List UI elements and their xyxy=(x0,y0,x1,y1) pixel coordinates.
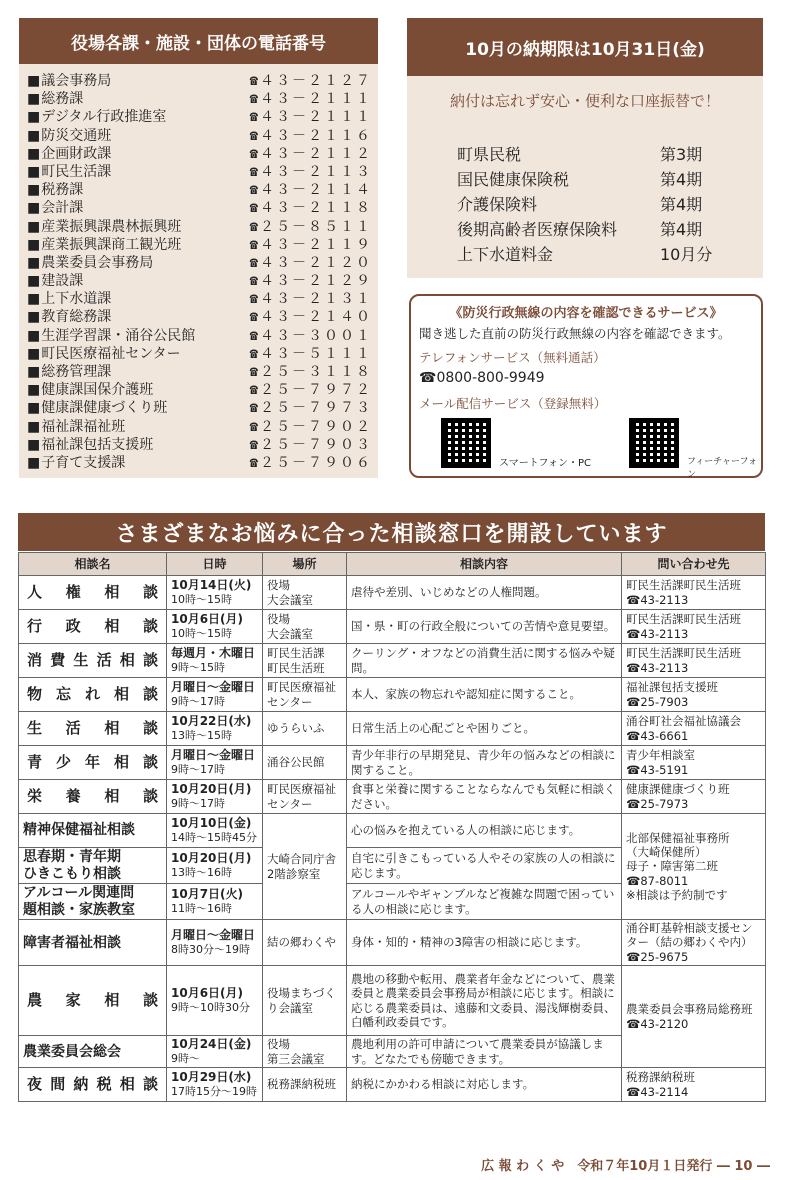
contact-name: 涌谷町基幹相談支援センター（結の郷わくや内） xyxy=(626,921,753,950)
consultation-time: 9時～17時 xyxy=(171,763,225,777)
consultation-row xyxy=(19,644,766,678)
phone-row xyxy=(27,127,372,145)
header-contact: 問い合わせ先 xyxy=(622,553,766,576)
consultation-date: 月曜日～金曜日 xyxy=(171,748,256,763)
contact-phone[interactable]: ☎ 43-2120 xyxy=(626,1017,761,1031)
consultation-title: さまざまなお悩みに合った相談窓口を開設しています xyxy=(18,513,765,551)
phone-row xyxy=(27,290,372,308)
contact-phone[interactable]: ☎ 43-2114 xyxy=(626,1085,761,1099)
consultation-time: 9時～10時30分 xyxy=(171,1001,250,1015)
tax-term: 第4期 xyxy=(660,220,703,239)
consultation-date: 10月14日(火) xyxy=(171,578,252,593)
department-phone[interactable]: ☎４３－２１１６ xyxy=(249,127,372,144)
department-phone[interactable]: ☎２５－７９７２ xyxy=(249,382,372,399)
contact-phone[interactable]: ☎ 43-6661 xyxy=(626,729,761,743)
consultation-date: 10月24日(金) xyxy=(171,1037,252,1052)
department-phone[interactable]: ☎４３－２１１８ xyxy=(249,200,372,217)
consultation-time: 13時～16時 xyxy=(171,866,232,880)
contact-phone[interactable]: ☎ 87-8011 xyxy=(626,874,761,888)
tax-name: 国民健康保険税 xyxy=(457,170,570,189)
consultation-name: 農業委員会総会 xyxy=(19,1036,167,1068)
phone-row xyxy=(27,199,372,217)
contact-name: 福祉課包括支援班 xyxy=(626,680,718,695)
consultation-content: 日常生活上の心配ごとや困りごと。 xyxy=(347,712,622,746)
consultation-name: 人権相談 xyxy=(19,576,167,610)
consultation-datetime xyxy=(167,678,263,712)
phone-row xyxy=(27,181,372,199)
department-phone[interactable]: ☎４３－２１１９ xyxy=(249,236,372,253)
department-phone[interactable]: ☎４３－２１２７ xyxy=(249,73,372,89)
phone-row xyxy=(27,308,372,326)
department-name: ■ 産業振興課商工観光班 xyxy=(27,236,181,254)
consultation-content: 農地の移動や転用、農業者年金などについて、農業委員と農業委員会事務局が相談に応じます。相談に応じる農業委員は、遠藤和文委員、湯浅輝樹委員、白幡利政委員です。 xyxy=(347,966,622,1036)
department-phone[interactable]: ☎４３－２１４０ xyxy=(249,309,372,326)
consultation-name: アルコール関連問 題相談・家族教室 xyxy=(19,884,167,920)
tax-name: 介護保険料 xyxy=(457,195,538,214)
consultation-content: 本人、家族の物忘れや認知症に関すること。 xyxy=(347,678,622,712)
consultation-content: 虐待や差別、いじめなどの人権問題。 xyxy=(347,576,622,610)
header-place: 場所 xyxy=(263,553,347,576)
contact-phone[interactable]: ☎ 25-7903 xyxy=(626,695,761,709)
page-footer: 広 報 わ く や 令和７年10月１日発行 ― 10 ― xyxy=(481,1159,770,1174)
telephone-service-number[interactable]: ☎0800-800-9949 xyxy=(419,370,545,386)
consultation-row xyxy=(19,712,766,746)
consultation-date: 10月6日(月) xyxy=(171,612,244,627)
consultation-time: 17時15分～19時 xyxy=(171,1085,257,1099)
department-name: ■ 産業振興課農林振興班 xyxy=(27,218,181,236)
department-name: ■ 総務管理課 xyxy=(27,363,111,381)
consultation-content: 農地利用の許可申請について農業委員が協議します。どなたでも傍聴できます。 xyxy=(347,1036,622,1068)
phone-directory-title: 役場各課・施設・団体の電話番号 xyxy=(19,18,378,64)
department-name: ■ 建設課 xyxy=(27,272,83,290)
header-name: 相談名 xyxy=(19,553,167,576)
consultation-contact xyxy=(622,780,766,814)
consultation-name: 夜間納税相談 xyxy=(19,1068,167,1102)
consultation-contact xyxy=(622,576,766,610)
department-phone[interactable]: ☎２５－７９０６ xyxy=(249,454,372,471)
contact-note: ※相談は予約制です xyxy=(626,888,728,903)
consultation-name: 障害者福祉相談 xyxy=(19,920,167,966)
department-phone[interactable]: ☎４３－２１１１ xyxy=(249,109,372,126)
phone-row xyxy=(27,218,372,236)
consultation-date: 10月10日(金) xyxy=(171,816,252,831)
phone-row xyxy=(27,272,372,290)
department-phone[interactable]: ☎４３－２１１１ xyxy=(249,91,372,108)
consultation-date: 10月20日(月) xyxy=(171,851,252,866)
department-phone[interactable]: ☎４３－２１２９ xyxy=(249,273,372,290)
contact-phone[interactable]: ☎ 43-5191 xyxy=(626,763,761,777)
consultation-name: 物忘れ相談 xyxy=(19,678,167,712)
department-phone[interactable]: ☎２５－７９０２ xyxy=(249,418,372,435)
contact-name: 農業委員会事務局総務班 xyxy=(626,1002,753,1017)
consultation-row xyxy=(19,610,766,644)
consultation-row xyxy=(19,576,766,610)
phone-directory-list xyxy=(27,72,372,472)
phone-row xyxy=(27,108,372,126)
qr-code-featurephone-icon[interactable] xyxy=(629,418,679,468)
header-date: 日時 xyxy=(167,553,263,576)
telephone-service-label: テレフォンサービス（無料通話） xyxy=(419,350,606,365)
tax-term: 第4期 xyxy=(660,195,703,214)
consultation-name: 農家相談 xyxy=(19,966,167,1036)
consultation-time: 11時～16時 xyxy=(171,902,232,916)
department-phone[interactable]: ☎２５－３１１８ xyxy=(249,364,372,380)
contact-phone[interactable]: ☎ 43-2113 xyxy=(626,593,761,607)
tax-row xyxy=(457,192,737,217)
consultation-datetime xyxy=(167,1036,263,1068)
contact-name: 町民生活課町民生活班 xyxy=(626,578,741,593)
consultation-place: 町民生活課 町民生活班 xyxy=(263,644,347,678)
consultation-row xyxy=(19,780,766,814)
qr-code-smartphone-label: スマートフォン・PC xyxy=(499,458,592,469)
consultation-contact xyxy=(622,644,766,678)
consultation-date: 毎週月・木曜日 xyxy=(171,646,256,661)
consultation-place: 結の郷わくや xyxy=(263,920,347,966)
tax-row xyxy=(457,167,737,192)
contact-name: 町民生活課町民生活班 xyxy=(626,646,741,661)
consultation-row xyxy=(19,746,766,780)
radio-service-description: 聞き逃した直前の防災行政無線の内容を確認できます。 xyxy=(419,326,731,341)
consultation-contact xyxy=(622,678,766,712)
department-name: ■ 福祉課包括支援班 xyxy=(27,436,153,454)
consultation-row xyxy=(19,920,766,966)
tax-list xyxy=(457,142,737,267)
phone-row xyxy=(27,90,372,108)
department-name: ■ 上下水道課 xyxy=(27,290,111,308)
radio-service-box xyxy=(409,294,763,478)
consultation-date: 10月22日(水) xyxy=(171,714,252,729)
consultation-contact xyxy=(622,746,766,780)
department-name: ■ 町民生活課 xyxy=(27,163,111,181)
phone-row xyxy=(27,363,372,381)
contact-name: 税務課納税班 xyxy=(626,1070,695,1085)
consultation-row xyxy=(19,678,766,712)
department-name: ■ 福祉課福祉班 xyxy=(27,418,125,436)
consultation-datetime xyxy=(167,920,263,966)
contact-phone[interactable]: ☎ 25-7973 xyxy=(626,797,761,811)
tax-deadline-title: 10月の納期限は10月31日(金) xyxy=(407,18,763,76)
phone-directory-panel xyxy=(19,18,378,478)
contact-phone[interactable]: ☎ 25-9675 xyxy=(626,950,761,964)
department-name: ■ 生涯学習課・涌谷公民館 xyxy=(27,327,195,345)
tax-name: 町県民税 xyxy=(457,145,522,164)
department-name: ■ デジタル行政推進室 xyxy=(27,108,166,126)
header-content: 相談内容 xyxy=(347,553,622,576)
department-phone[interactable]: ☎４３－２１１２ xyxy=(249,145,372,162)
consultation-place: 大崎合同庁舎 2階診察室 xyxy=(263,814,347,920)
consultation-time: 9時～17時 xyxy=(171,695,225,709)
consultation-datetime xyxy=(167,848,263,884)
department-phone[interactable]: ☎４３－２１２０ xyxy=(249,254,372,271)
consultation-time: 9時～ xyxy=(171,1052,200,1066)
consultation-name: 生活相談 xyxy=(19,712,167,746)
consultation-place: ゆうらいふ xyxy=(263,712,347,746)
tax-name: 上下水道料金 xyxy=(457,245,554,264)
tax-deadline-panel xyxy=(407,18,763,278)
tax-row xyxy=(457,142,737,167)
consultation-place: 役場 大会議室 xyxy=(263,610,347,644)
department-name: ■ 農業委員会事務局 xyxy=(27,254,153,272)
phone-row xyxy=(27,436,372,454)
consultation-datetime xyxy=(167,884,263,920)
contact-name: 健康課健康づくり班 xyxy=(626,782,730,797)
consultation-date: 月曜日～金曜日 xyxy=(171,680,256,695)
consultation-contact xyxy=(622,610,766,644)
consultation-contact xyxy=(622,920,766,966)
department-name: ■ 町民医療福祉センター xyxy=(27,345,181,363)
consultation-datetime xyxy=(167,576,263,610)
department-phone[interactable]: ☎２５－８５１１ xyxy=(249,218,372,235)
department-phone[interactable]: ☎４３－２１３１ xyxy=(249,291,372,308)
department-name: ■ 健康課健康づくり班 xyxy=(27,399,167,417)
consultation-contact xyxy=(622,966,766,1068)
phone-row xyxy=(27,145,372,163)
consultation-place: 役場まちづく り会議室 xyxy=(263,966,347,1036)
consultation-contact xyxy=(622,1068,766,1102)
contact-name: 涌谷町社会福祉協議会 xyxy=(626,714,741,729)
consultation-date: 10月29日(水) xyxy=(171,1070,252,1085)
consultation-place: 役場 大会議室 xyxy=(263,576,347,610)
consultation-contact xyxy=(622,814,766,920)
consultation-datetime xyxy=(167,610,263,644)
consultation-datetime xyxy=(167,644,263,678)
tax-row xyxy=(457,217,737,242)
department-phone[interactable]: ☎４３－２１１４ xyxy=(249,182,372,199)
consultation-content: 青少年非行の早期発見、青少年の悩みなどの相談に関すること。 xyxy=(347,746,622,780)
contact-phone[interactable]: ☎ 43-2113 xyxy=(626,661,761,675)
department-name: ■ 防災交通班 xyxy=(27,127,111,145)
mail-service-label: メール配信サービス（登録無料） xyxy=(419,396,607,411)
phone-row xyxy=(27,418,372,436)
department-phone[interactable]: ☎４３－２１１３ xyxy=(249,163,372,180)
department-name: ■ 議会事務局 xyxy=(27,72,111,90)
consultation-content: クーリング・オフなどの消費生活に関する悩みや疑問。 xyxy=(347,644,622,678)
consultation-content: 自宅に引きこもっている人やその家族の人の相談に応じます。 xyxy=(347,848,622,884)
consultation-table xyxy=(18,552,766,1102)
contact-name: 北部保健福祉事務所 （大崎保健所） 母子・障害第二班 xyxy=(626,830,730,874)
phone-row xyxy=(27,399,372,417)
department-phone[interactable]: ☎４３－５１１１ xyxy=(249,345,372,362)
consultation-name: 栄養相談 xyxy=(19,780,167,814)
phone-row xyxy=(27,236,372,254)
consultation-header-row xyxy=(19,553,766,576)
consultation-row xyxy=(19,966,766,1036)
consultation-name: 青少年相談 xyxy=(19,746,167,780)
consultation-time: 9時～15時 xyxy=(171,661,225,675)
consultation-place: 役場 第三会議室 xyxy=(263,1036,347,1068)
department-phone[interactable]: ☎２５－７９０３ xyxy=(249,436,372,453)
radio-service-title: 《防災行政無線の内容を確認できるサービス》 xyxy=(449,306,723,321)
consultation-contact xyxy=(622,712,766,746)
phone-row xyxy=(27,72,372,90)
consultation-content: 食事と栄養に関することならなんでも気軽に相談ください。 xyxy=(347,780,622,814)
consultation-content: 国・県・町の行政全般についての苦情や意見要望。 xyxy=(347,610,622,644)
department-name: ■ 税務課 xyxy=(27,181,83,199)
consultation-time: 10時～15時 xyxy=(171,593,232,607)
consultation-date: 月曜日～金曜日 xyxy=(171,928,256,943)
consultation-row xyxy=(19,1068,766,1102)
consultation-datetime xyxy=(167,746,263,780)
consultation-time: 8時30分～19時 xyxy=(171,943,250,957)
consultation-time: 14時～15時45分 xyxy=(171,831,257,845)
consultation-content: 心の悩みを抱えている人の相談に応じます。 xyxy=(347,814,622,848)
consultation-datetime xyxy=(167,966,263,1036)
department-phone[interactable]: ☎２５－７９７３ xyxy=(249,400,372,417)
consultation-datetime xyxy=(167,780,263,814)
department-name: ■ 企画財政課 xyxy=(27,145,111,163)
phone-row xyxy=(27,345,372,363)
consultation-datetime xyxy=(167,1068,263,1102)
department-name: ■ 教育総務課 xyxy=(27,308,111,326)
consultation-place: 税務課納税班 xyxy=(263,1068,347,1102)
department-name: ■ 会計課 xyxy=(27,199,83,217)
consultation-name: 消費生活相談 xyxy=(19,644,167,678)
qr-code-featurephone-label: フィーチャーフォン xyxy=(687,457,758,480)
consultation-place: 町民医療福祉 センター xyxy=(263,678,347,712)
tax-name: 後期高齢者医療保険料 xyxy=(457,220,618,239)
consultation-date: 10月6日(月) xyxy=(171,986,244,1001)
consultation-place: 町民医療福祉 センター xyxy=(263,780,347,814)
consultation-name: 思春期・青年期 ひきこもり相談 xyxy=(19,848,167,884)
tax-term: 第4期 xyxy=(660,170,703,189)
tax-term: 第3期 xyxy=(660,145,703,164)
consultation-content: 納税にかかわる相談に対応します。 xyxy=(347,1068,622,1102)
department-name: ■ 子育て支援課 xyxy=(27,454,125,472)
phone-row xyxy=(27,163,372,181)
consultation-time: 9時～17時 xyxy=(171,797,225,811)
qr-code-smartphone-icon[interactable] xyxy=(441,418,491,468)
phone-row xyxy=(27,254,372,272)
consultation-place: 涌谷公民館 xyxy=(263,746,347,780)
consultation-name: 行政相談 xyxy=(19,610,167,644)
consultation-datetime xyxy=(167,814,263,848)
consultation-time: 13時～15時 xyxy=(171,729,232,743)
department-phone[interactable]: ☎４３－３００１ xyxy=(249,327,372,344)
tax-deadline-note: 納付は忘れず安心・便利な口座振替で！ xyxy=(449,92,720,110)
consultation-datetime xyxy=(167,712,263,746)
tax-row xyxy=(457,242,737,267)
consultation-row xyxy=(19,814,766,848)
department-name: ■ 健康課国保介護班 xyxy=(27,381,153,399)
tax-term: 10月分 xyxy=(660,245,713,264)
consultation-date: 10月20日(月) xyxy=(171,782,252,797)
contact-name: 町民生活課町民生活班 xyxy=(626,612,741,627)
phone-row xyxy=(27,381,372,399)
consultation-content: アルコールやギャンブルなど複雑な問題で困っている人の相談に応じます。 xyxy=(347,884,622,920)
phone-row xyxy=(27,327,372,345)
phone-row xyxy=(27,454,372,472)
consultation-name: 精神保健福祉相談 xyxy=(19,814,167,848)
department-name: ■ 総務課 xyxy=(27,90,83,108)
contact-phone[interactable]: ☎ 43-2113 xyxy=(626,627,761,641)
consultation-content: 身体・知的・精神の3障害の相談に応じます。 xyxy=(347,920,622,966)
consultation-date: 10月7日(火) xyxy=(171,887,244,902)
contact-name: 青少年相談室 xyxy=(626,748,695,763)
consultation-time: 10時～15時 xyxy=(171,627,232,641)
